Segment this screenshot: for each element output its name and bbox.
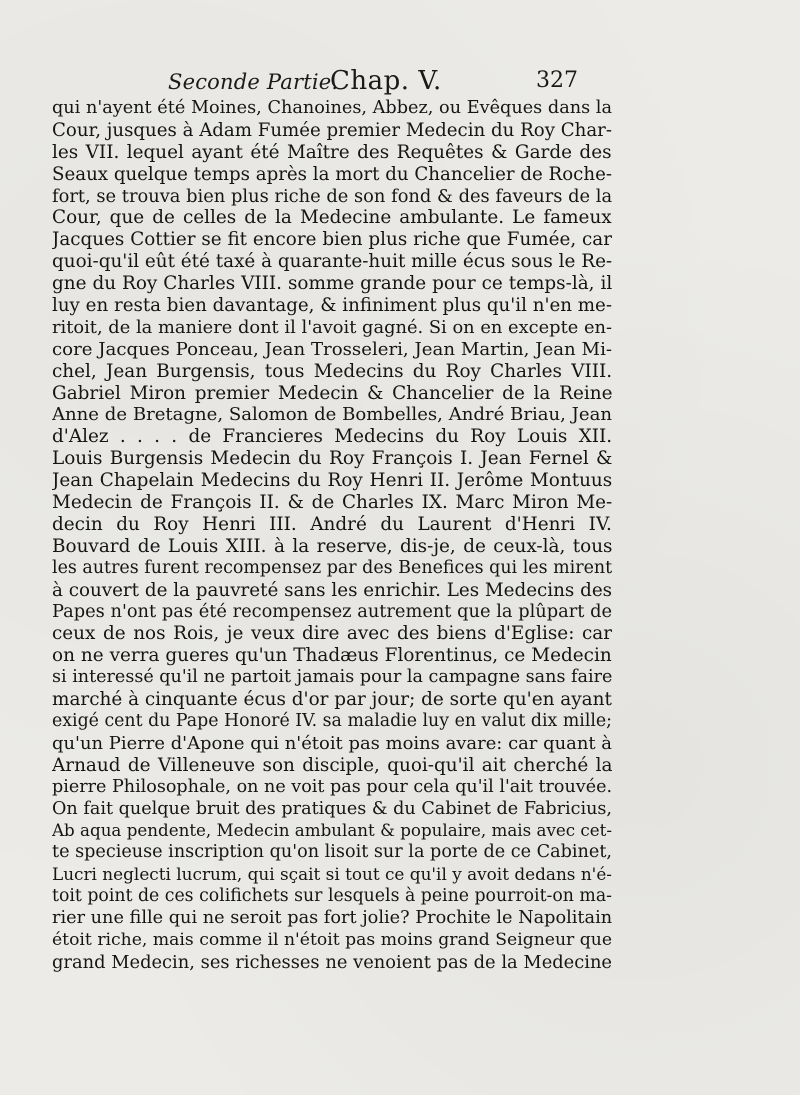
- text-line: Anne de Bretagne, Salomon de Bombelles, André Briau, Jean: [52, 404, 612, 426]
- part-title: Seconde Partie.: [168, 70, 339, 94]
- text-line: fort, se trouva bien plus riche de son fond & des faveurs de la: [52, 185, 612, 207]
- text-line: core Jacques Ponceau, Jean Trosseleri, Jean Martin, Jean Mi-: [52, 338, 612, 360]
- text-line: exigé cent du Pape Honoré IV. sa maladie luy en valut dix mille;: [52, 710, 612, 731]
- text-line: Jean Chapelain Medecins du Roy Henri II. Jerôme Montuus: [52, 470, 612, 492]
- text-line: ritoit, de la maniere dont il l'avoit gagné. Si on en excepte en-: [52, 316, 612, 338]
- text-line: Medecin de François II. & de Charles IX. Marc Miron Me-: [52, 492, 612, 514]
- text-line: grand Medecin, ses richesses ne venoient pas de la Medecine: [52, 951, 612, 973]
- text-line: on ne verra gueres qu'un Thadæus Florentinus, ce Medecin: [52, 645, 612, 667]
- text-line: toit point de ces colifichets sur lesquels à peine pourroit-on ma-: [52, 886, 612, 907]
- text-line: Ab aqua pendente, Medecin ambulant & populaire, mais avec cet-: [52, 820, 612, 841]
- text-line: d'Alez . . . . de Francieres Medecins du Roy Louis XII.: [52, 426, 612, 448]
- text-line: Gabriel Miron premier Medecin & Chancelier de la Reine: [52, 382, 612, 404]
- text-line: chel, Jean Burgensis, tous Medecins du Roy Charles VIII.: [52, 360, 612, 382]
- text-line: rier une fille qui ne seroit pas fort jolie? Prochite le Napolitain: [52, 907, 612, 928]
- text-line: Lucri neglecti lucrum, qui sçait si tout ce qu'il y avoit dedans n'é-: [52, 864, 612, 885]
- text-line: On fait quelque bruit des pratiques & du Cabinet de Fabricius,: [52, 798, 612, 819]
- text-line: Louis Burgensis Medecin du Roy François I. Jean Fernel &: [52, 448, 612, 470]
- text-line: pierre Philosophale, on ne voit pas pour cela qu'il l'ait trouvée.: [52, 776, 612, 797]
- chapter-title: Chap. V.: [330, 66, 442, 96]
- text-line: les autres furent recompensez par des Benefices qui les mirent: [52, 557, 612, 578]
- text-line: si interessé qu'il ne partoit jamais pour la campagne sans faire: [52, 667, 612, 688]
- text-line: les VII. lequel ayant été Maître des Requêtes & Garde des: [52, 141, 612, 163]
- text-line: Bouvard de Louis XIII. à la reserve, dis-je, de ceux-là, tous: [52, 535, 612, 557]
- text-line: Papes n'ont pas été recompensez autrement que la plûpart de: [52, 601, 612, 623]
- text-line: quoi-qu'il eût été taxé à quarante-huit mille écus sous le Re-: [52, 251, 612, 273]
- text-line: marché à cinquante écus d'or par jour; de sorte qu'en ayant: [52, 689, 612, 711]
- text-line: gne du Roy Charles VIII. somme grande pour ce temps-là, il: [52, 273, 612, 295]
- text-line: te specieuse inscription qu'on lisoit sur la porte de ce Cabinet,: [52, 842, 612, 863]
- text-line: Arnaud de Villeneuve son disciple, quoi-qu'il ait cherché la: [52, 754, 612, 776]
- text-line: étoit riche, mais comme il n'étoit pas moins grand Seigneur que: [52, 929, 612, 950]
- text-line: qui n'ayent été Moines, Chanoines, Abbez, ou Evêques dans la: [52, 98, 612, 118]
- text-line: ceux de nos Rois, je veux dire avec des biens d'Eglise: car: [52, 623, 612, 645]
- body-text: [52, 98, 612, 974]
- text-line: decin du Roy Henri III. André du Laurent d'Henri IV.: [52, 513, 612, 535]
- text-line: luy en resta bien davantage, & infiniment plus qu'il n'en me-: [52, 295, 612, 317]
- text-line: Cour, que de celles de la Medecine ambulante. Le fameux: [52, 207, 612, 229]
- text-line: à couvert de la pauvreté sans les enrichir. Les Medecins des: [52, 579, 612, 601]
- text-line: qu'un Pierre d'Apone qui n'étoit pas moins avare: car quant à: [52, 732, 612, 754]
- page-number: 327: [536, 68, 578, 93]
- text-line: Seaux quelque temps après la mort du Chancelier de Roche-: [52, 163, 612, 185]
- text-line: Cour, jusques à Adam Fumée premier Medecin du Roy Char-: [52, 119, 612, 141]
- text-line: Jacques Cottier se fit encore bien plus riche que Fumée, car: [52, 229, 612, 251]
